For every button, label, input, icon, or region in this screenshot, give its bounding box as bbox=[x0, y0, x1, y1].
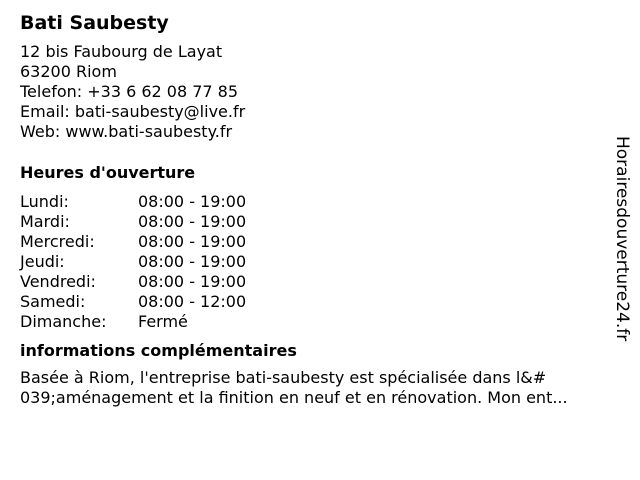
hours-time: 08:00 - 19:00 bbox=[138, 192, 247, 211]
hours-time: 08:00 - 19:00 bbox=[138, 252, 247, 271]
hours-time: Fermé bbox=[138, 312, 188, 331]
hours-row-sunday bbox=[20, 312, 610, 332]
hours-day: Lundi: bbox=[20, 192, 69, 211]
hours-time: 08:00 - 12:00 bbox=[138, 292, 247, 311]
opening-hours-heading: Heures d'ouverture bbox=[20, 163, 196, 182]
hours-row-friday bbox=[20, 272, 610, 292]
additional-info-heading: informations complémentaires bbox=[20, 341, 297, 360]
hours-row-wednesday bbox=[20, 232, 610, 252]
hours-day: Mardi: bbox=[20, 212, 70, 231]
hours-time: 08:00 - 19:00 bbox=[138, 232, 247, 251]
phone-line: Telefon: +33 6 62 08 77 85 bbox=[20, 82, 239, 101]
opening-hours-table bbox=[20, 192, 610, 332]
hours-day: Vendredi: bbox=[20, 272, 96, 291]
hours-row-thursday bbox=[20, 252, 610, 272]
address-line-2: 63200 Riom bbox=[20, 62, 117, 81]
address-line-1: 12 bis Faubourg de Layat bbox=[20, 42, 223, 61]
description-line-2: 039;aménagement et la finition en neuf et en rénovation. Mon ent... bbox=[20, 388, 568, 407]
hours-row-saturday bbox=[20, 292, 610, 312]
description-line-1: Basée à Riom, l'entreprise bati-saubesty est spécialisée dans l&# bbox=[20, 368, 547, 387]
business-listing bbox=[20, 10, 610, 408]
site-watermark: Horairesdouverture24.fr bbox=[612, 136, 632, 342]
business-name: Bati Saubesty bbox=[20, 12, 169, 34]
hours-day: Dimanche: bbox=[20, 312, 107, 331]
hours-day: Jeudi: bbox=[20, 252, 65, 271]
email-line: Email: bati-saubesty@live.fr bbox=[20, 102, 246, 121]
hours-day: Mercredi: bbox=[20, 232, 95, 251]
hours-time: 08:00 - 19:00 bbox=[138, 212, 247, 231]
web-line: Web: www.bati-saubesty.fr bbox=[20, 122, 233, 141]
hours-day: Samedi: bbox=[20, 292, 86, 311]
hours-row-tuesday bbox=[20, 212, 610, 232]
hours-row-monday bbox=[20, 192, 610, 212]
hours-time: 08:00 - 19:00 bbox=[138, 272, 247, 291]
